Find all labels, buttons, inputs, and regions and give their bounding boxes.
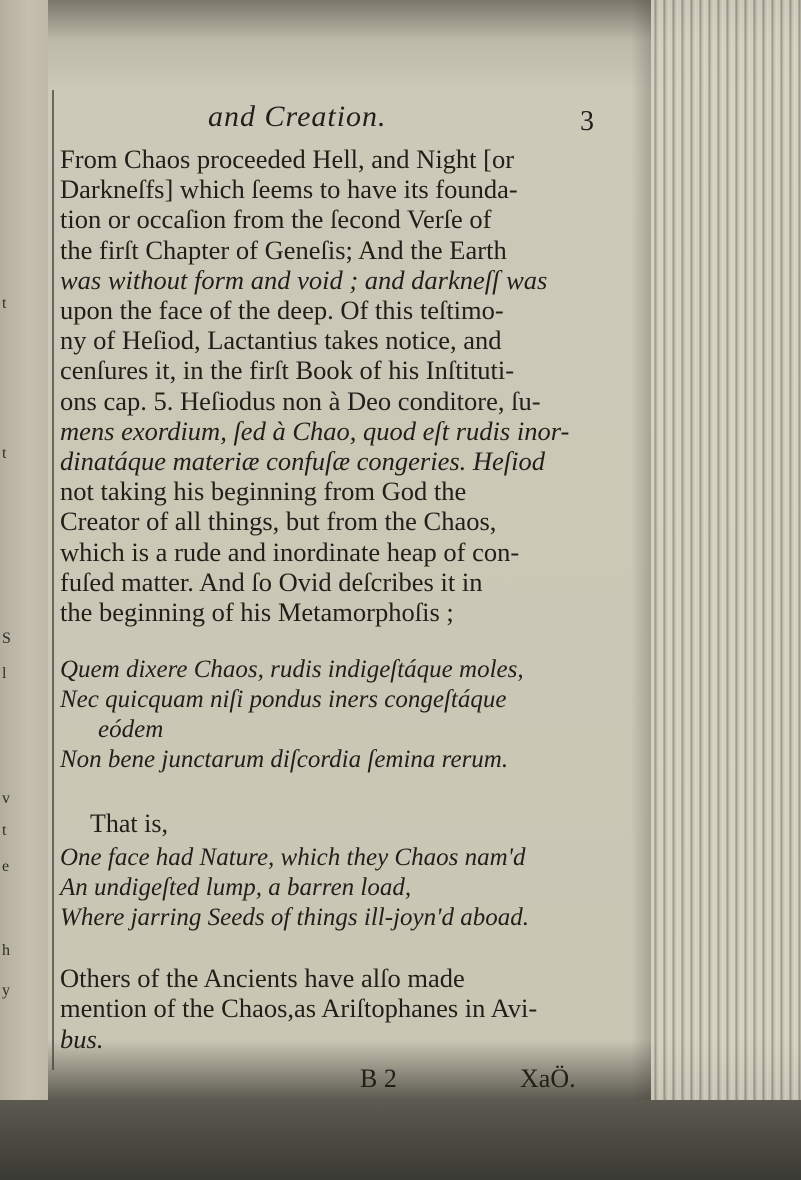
text-line: bus. xyxy=(60,1023,104,1054)
text-line: mention of the Chaos,as Ariſtophanes in Avi- xyxy=(60,993,538,1024)
text-line: dinatáque materiæ confuſæ congeries. Heſiod xyxy=(60,446,546,477)
text-line: Others of the Ancients have alſo made xyxy=(60,963,465,994)
text-line: the firſt Chapter of Geneſis; And the Earth xyxy=(60,234,507,265)
verse-line: An undigeſted lump, a barren load, xyxy=(60,874,412,902)
page-edges xyxy=(651,0,801,1100)
text-line: upon the face of the deep. Of this teſtimo- xyxy=(60,295,504,326)
text-line: tion or occaſion from the ſecond Verſe of xyxy=(60,204,492,235)
margin-fragment: t xyxy=(2,445,7,462)
catchword: XaÖ. xyxy=(520,1063,576,1093)
english-verse xyxy=(60,843,650,933)
page-footer xyxy=(60,1064,650,1104)
text-line: which is a rude and inordinate heap of con- xyxy=(60,536,520,567)
book-page xyxy=(60,100,650,1104)
verse-line: Where jarring Seeds of things ill-joyn'd aboad. xyxy=(60,904,529,932)
text-line: ons cap. 5. Heſiodus non à Deo conditore, ſu- xyxy=(60,385,541,416)
margin-fragment: l xyxy=(2,665,7,682)
verse-line: Non bene junctarum diſcordia ſemina rerum. xyxy=(60,746,509,774)
text-line: ny of Heſiod, Lactantius takes notice, and xyxy=(60,325,502,356)
margin-fragment: y xyxy=(2,982,10,999)
paragraph xyxy=(60,963,650,1054)
text-line: From Chaos proceeded Hell, and Night [or xyxy=(60,144,515,174)
running-head: and Creation. xyxy=(208,100,387,133)
verse-line: Nec quicquam niſi pondus iners congeſtáque xyxy=(60,686,507,714)
margin-fragment: t xyxy=(2,822,7,839)
text-line: fuſed matter. And ſo Ovid deſcribes it in xyxy=(60,566,483,597)
margin-fragment: S xyxy=(2,630,11,647)
verse-line: One face had Nature, which they Chaos nam'd xyxy=(60,844,526,872)
that-is-label: That is, xyxy=(90,809,168,839)
page-header xyxy=(60,100,650,144)
latin-verse xyxy=(60,655,650,775)
margin-fragment: e xyxy=(2,858,10,875)
margin-fragment: v xyxy=(2,790,10,807)
verse-line: Quem dixere Chaos, rudis indigeſtáque moles, xyxy=(60,656,524,684)
facing-page-gutter xyxy=(0,0,48,1100)
page-fold-line xyxy=(52,90,54,1070)
page-number: 3 xyxy=(580,106,594,137)
margin-fragment: h xyxy=(2,942,10,959)
text-line: was without form and void ; and darkneſſ was xyxy=(60,264,548,295)
text-line: Creator of all things, but from the Chaos, xyxy=(60,506,497,537)
margin-fragment: t xyxy=(2,295,7,312)
signature-mark: B 2 xyxy=(360,1063,397,1093)
verse-line: eódem xyxy=(98,716,164,744)
text-line: not taking his beginning from God the xyxy=(60,476,467,507)
paragraph xyxy=(60,144,650,627)
text-line: mens exordium, ſed à Chao, quod eſt rudis inor- xyxy=(60,415,570,446)
text-line: cenſures it, in the firſt Book of his Inſtituti- xyxy=(60,355,515,386)
text-line: Darkneſfs] which ſeems to have its founda- xyxy=(60,174,518,205)
text-line: the beginning of his Metamorphoſis ; xyxy=(60,597,454,628)
